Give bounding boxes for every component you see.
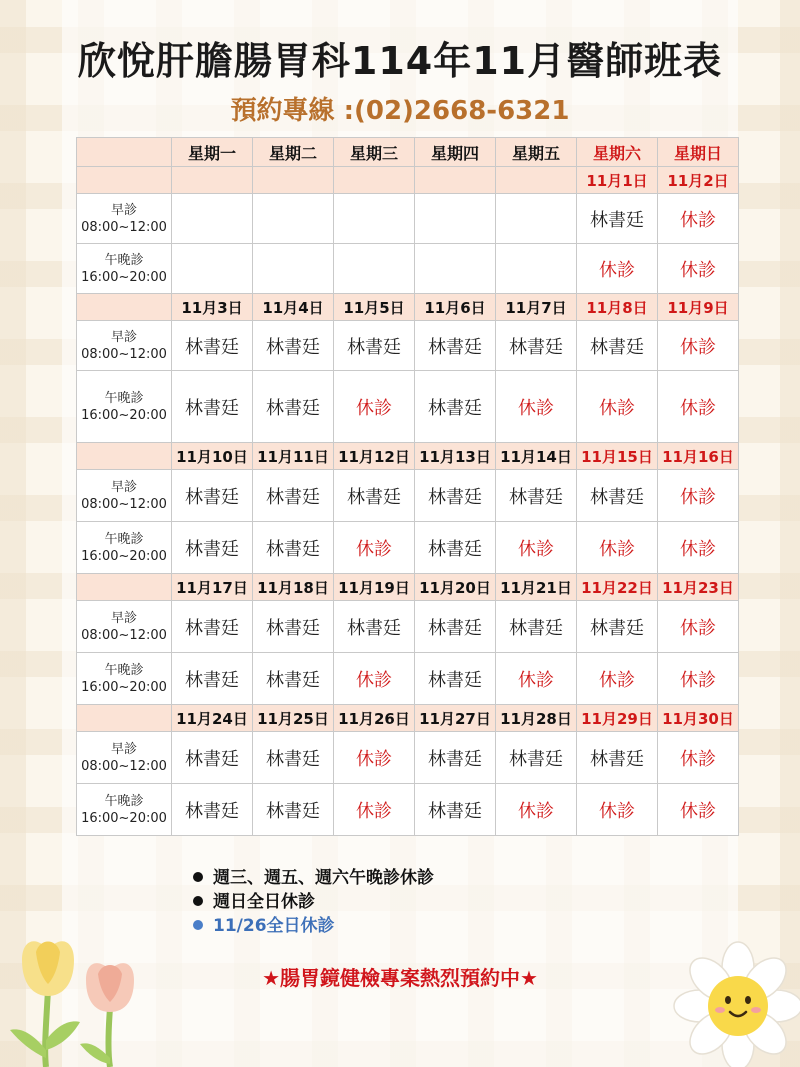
evening-slot-label [77, 522, 172, 574]
schedule-cell: 林書廷 [172, 601, 253, 653]
schedule-cell: 林書廷 [415, 321, 496, 371]
date-row-label [77, 705, 172, 732]
date-cell: 11月25日 [253, 705, 334, 732]
date-cell: 11月19日 [334, 574, 415, 601]
date-cell: 11月14日 [496, 443, 577, 470]
schedule-cell: 林書廷 [496, 601, 577, 653]
slot-name: 午晚診 [104, 793, 144, 809]
weekday-header: 星期四 [415, 138, 496, 167]
schedule-cell: 休診 [577, 371, 658, 443]
morning-slot-label [77, 321, 172, 371]
date-cell [253, 167, 334, 194]
date-cell: 11月15日 [577, 443, 658, 470]
date-cell: 11月23日 [658, 574, 739, 601]
slot-time: 08:00~12:00 [81, 627, 167, 643]
slot-time: 16:00~20:00 [81, 679, 167, 695]
schedule-cell: 林書廷 [253, 371, 334, 443]
weekday-header: 星期三 [334, 138, 415, 167]
slot-time: 08:00~12:00 [81, 496, 167, 512]
slot-time: 16:00~20:00 [81, 407, 167, 423]
date-row-label [77, 167, 172, 194]
evening-slot-row [77, 784, 739, 836]
schedule-table [76, 137, 739, 836]
schedule-cell: 林書廷 [496, 321, 577, 371]
date-cell: 11月13日 [415, 443, 496, 470]
slot-time: 16:00~20:00 [81, 810, 167, 826]
schedule-cell: 休診 [577, 784, 658, 836]
schedule-cell: 林書廷 [253, 601, 334, 653]
schedule-cell [253, 194, 334, 244]
morning-slot-row [77, 194, 739, 244]
slot-time: 16:00~20:00 [81, 269, 167, 285]
weekday-header: 星期日 [658, 138, 739, 167]
date-cell [172, 167, 253, 194]
schedule-cell: 林書廷 [253, 321, 334, 371]
schedule-cell: 休診 [658, 321, 739, 371]
date-cell: 11月30日 [658, 705, 739, 732]
date-cell: 11月12日 [334, 443, 415, 470]
schedule-cell: 林書廷 [415, 653, 496, 705]
schedule-cell: 林書廷 [172, 470, 253, 522]
slot-name: 午晚診 [104, 252, 144, 268]
corner-cell [77, 138, 172, 167]
schedule-cell: 林書廷 [577, 732, 658, 784]
schedule-cell: 休診 [577, 522, 658, 574]
evening-slot-row [77, 653, 739, 705]
date-cell: 11月4日 [253, 294, 334, 321]
schedule-cell: 林書廷 [172, 321, 253, 371]
schedule-cell: 休診 [577, 244, 658, 294]
morning-slot-label [77, 194, 172, 244]
bullet-icon [193, 872, 203, 882]
date-cell: 11月3日 [172, 294, 253, 321]
booking-hotline: 預約專線 :(02)2668-6321 [230, 96, 570, 126]
schedule-cell: 林書廷 [577, 601, 658, 653]
note-item: 週日全日休診 [193, 890, 434, 914]
schedule-cell: 林書廷 [172, 732, 253, 784]
schedule-cell: 休診 [658, 784, 739, 836]
date-cell: 11月18日 [253, 574, 334, 601]
schedule-cell: 休診 [496, 653, 577, 705]
schedule-cell: 林書廷 [253, 653, 334, 705]
note-item: 週三、週五、週六午晚診休診 [193, 866, 434, 890]
date-cell: 11月6日 [415, 294, 496, 321]
tulip-flowers-icon [0, 930, 150, 1067]
date-cell [415, 167, 496, 194]
schedule-cell: 林書廷 [172, 522, 253, 574]
evening-slot-label [77, 784, 172, 836]
weekday-header: 星期五 [496, 138, 577, 167]
date-row-label [77, 443, 172, 470]
date-cell: 11月26日 [334, 705, 415, 732]
note-item-highlight: 11/26全日休診 [193, 914, 434, 938]
date-cell [334, 167, 415, 194]
date-cell: 11月29日 [577, 705, 658, 732]
smiling-daisy-icon [672, 940, 800, 1067]
morning-slot-row [77, 321, 739, 371]
date-cell [496, 167, 577, 194]
schedule-cell [334, 194, 415, 244]
slot-time: 08:00~12:00 [81, 758, 167, 774]
weekday-header: 星期二 [253, 138, 334, 167]
date-cell: 11月17日 [172, 574, 253, 601]
date-cell: 11月21日 [496, 574, 577, 601]
schedule-cell: 休診 [577, 653, 658, 705]
promo-banner: ★腸胃鏡健檢專案熱烈預約中★ [262, 966, 538, 990]
schedule-cell: 林書廷 [253, 784, 334, 836]
schedule-cell: 休診 [496, 522, 577, 574]
date-row [77, 294, 739, 321]
schedule-cell: 休診 [658, 653, 739, 705]
slot-name: 早診 [110, 479, 137, 495]
schedule-cell: 林書廷 [415, 522, 496, 574]
schedule-cell: 林書廷 [415, 470, 496, 522]
schedule-cell: 休診 [496, 371, 577, 443]
schedule-cell [415, 194, 496, 244]
morning-slot-row [77, 601, 739, 653]
date-row [77, 167, 739, 194]
page-title: 欣悅肝膽腸胃科114年11月醫師班表 [77, 39, 723, 83]
schedule-cell [334, 244, 415, 294]
schedule-cell: 休診 [658, 194, 739, 244]
schedule-cell: 休診 [658, 371, 739, 443]
date-cell: 11月7日 [496, 294, 577, 321]
evening-slot-row [77, 522, 739, 574]
morning-slot-label [77, 732, 172, 784]
schedule-cell: 林書廷 [334, 601, 415, 653]
slot-time: 16:00~20:00 [81, 548, 167, 564]
weekday-header: 星期六 [577, 138, 658, 167]
date-cell: 11月5日 [334, 294, 415, 321]
schedule-cell: 休診 [496, 784, 577, 836]
slot-name: 午晚診 [104, 390, 144, 406]
schedule-cell [253, 244, 334, 294]
slot-name: 早診 [110, 741, 137, 757]
bullet-icon [193, 896, 203, 906]
date-cell: 11月16日 [658, 443, 739, 470]
date-row-label [77, 294, 172, 321]
date-cell: 11月9日 [658, 294, 739, 321]
date-cell: 11月10日 [172, 443, 253, 470]
evening-slot-row [77, 371, 739, 443]
slot-name: 早診 [110, 610, 137, 626]
schedule-cell [496, 244, 577, 294]
date-row [77, 705, 739, 732]
schedule-cell: 林書廷 [253, 732, 334, 784]
slot-name: 早診 [110, 202, 137, 218]
date-cell: 11月22日 [577, 574, 658, 601]
morning-slot-row [77, 732, 739, 784]
date-cell: 11月27日 [415, 705, 496, 732]
schedule-cell: 林書廷 [253, 522, 334, 574]
evening-slot-label [77, 371, 172, 443]
schedule-cell: 休診 [658, 470, 739, 522]
schedule-cell: 林書廷 [415, 601, 496, 653]
evening-slot-label [77, 244, 172, 294]
schedule-cell [415, 244, 496, 294]
schedule-cell: 休診 [658, 244, 739, 294]
date-cell: 11月11日 [253, 443, 334, 470]
schedule-cell: 林書廷 [334, 321, 415, 371]
date-cell: 11月1日 [577, 167, 658, 194]
morning-slot-label [77, 601, 172, 653]
morning-slot-row [77, 470, 739, 522]
schedule-cell: 林書廷 [172, 653, 253, 705]
evening-slot-row [77, 244, 739, 294]
schedule-cell: 休診 [334, 653, 415, 705]
date-cell: 11月8日 [577, 294, 658, 321]
schedule-cell: 休診 [658, 732, 739, 784]
schedule-cell: 林書廷 [577, 321, 658, 371]
date-row [77, 574, 739, 601]
schedule-cell: 林書廷 [415, 784, 496, 836]
evening-slot-label [77, 653, 172, 705]
schedule-cell [496, 194, 577, 244]
schedule-cell: 林書廷 [415, 371, 496, 443]
schedule-cell: 休診 [334, 371, 415, 443]
schedule-cell: 休診 [334, 784, 415, 836]
schedule-cell: 林書廷 [577, 470, 658, 522]
weekday-header: 星期一 [172, 138, 253, 167]
schedule-cell: 林書廷 [415, 732, 496, 784]
schedule-cell: 林書廷 [253, 470, 334, 522]
slot-name: 午晚診 [104, 662, 144, 678]
slot-name: 午晚診 [104, 531, 144, 547]
schedule-cell: 林書廷 [172, 371, 253, 443]
date-cell: 11月24日 [172, 705, 253, 732]
schedule-cell: 休診 [334, 732, 415, 784]
date-cell: 11月20日 [415, 574, 496, 601]
date-row-label [77, 574, 172, 601]
schedule-cell [172, 194, 253, 244]
morning-slot-label [77, 470, 172, 522]
date-cell: 11月2日 [658, 167, 739, 194]
date-cell: 11月28日 [496, 705, 577, 732]
schedule-cell: 林書廷 [577, 194, 658, 244]
schedule-cell: 休診 [658, 601, 739, 653]
schedule-cell: 休診 [658, 522, 739, 574]
schedule-cell: 林書廷 [496, 732, 577, 784]
schedule-cell [172, 244, 253, 294]
bullet-icon [193, 920, 203, 930]
slot-time: 08:00~12:00 [81, 219, 167, 235]
slot-time: 08:00~12:00 [81, 346, 167, 362]
schedule-cell: 林書廷 [334, 470, 415, 522]
schedule-cell: 林書廷 [172, 784, 253, 836]
date-row [77, 443, 739, 470]
schedule-cell: 休診 [334, 522, 415, 574]
slot-name: 早診 [110, 329, 137, 345]
weekday-header-row [77, 138, 739, 167]
notes-list [193, 866, 434, 938]
schedule-cell: 林書廷 [496, 470, 577, 522]
